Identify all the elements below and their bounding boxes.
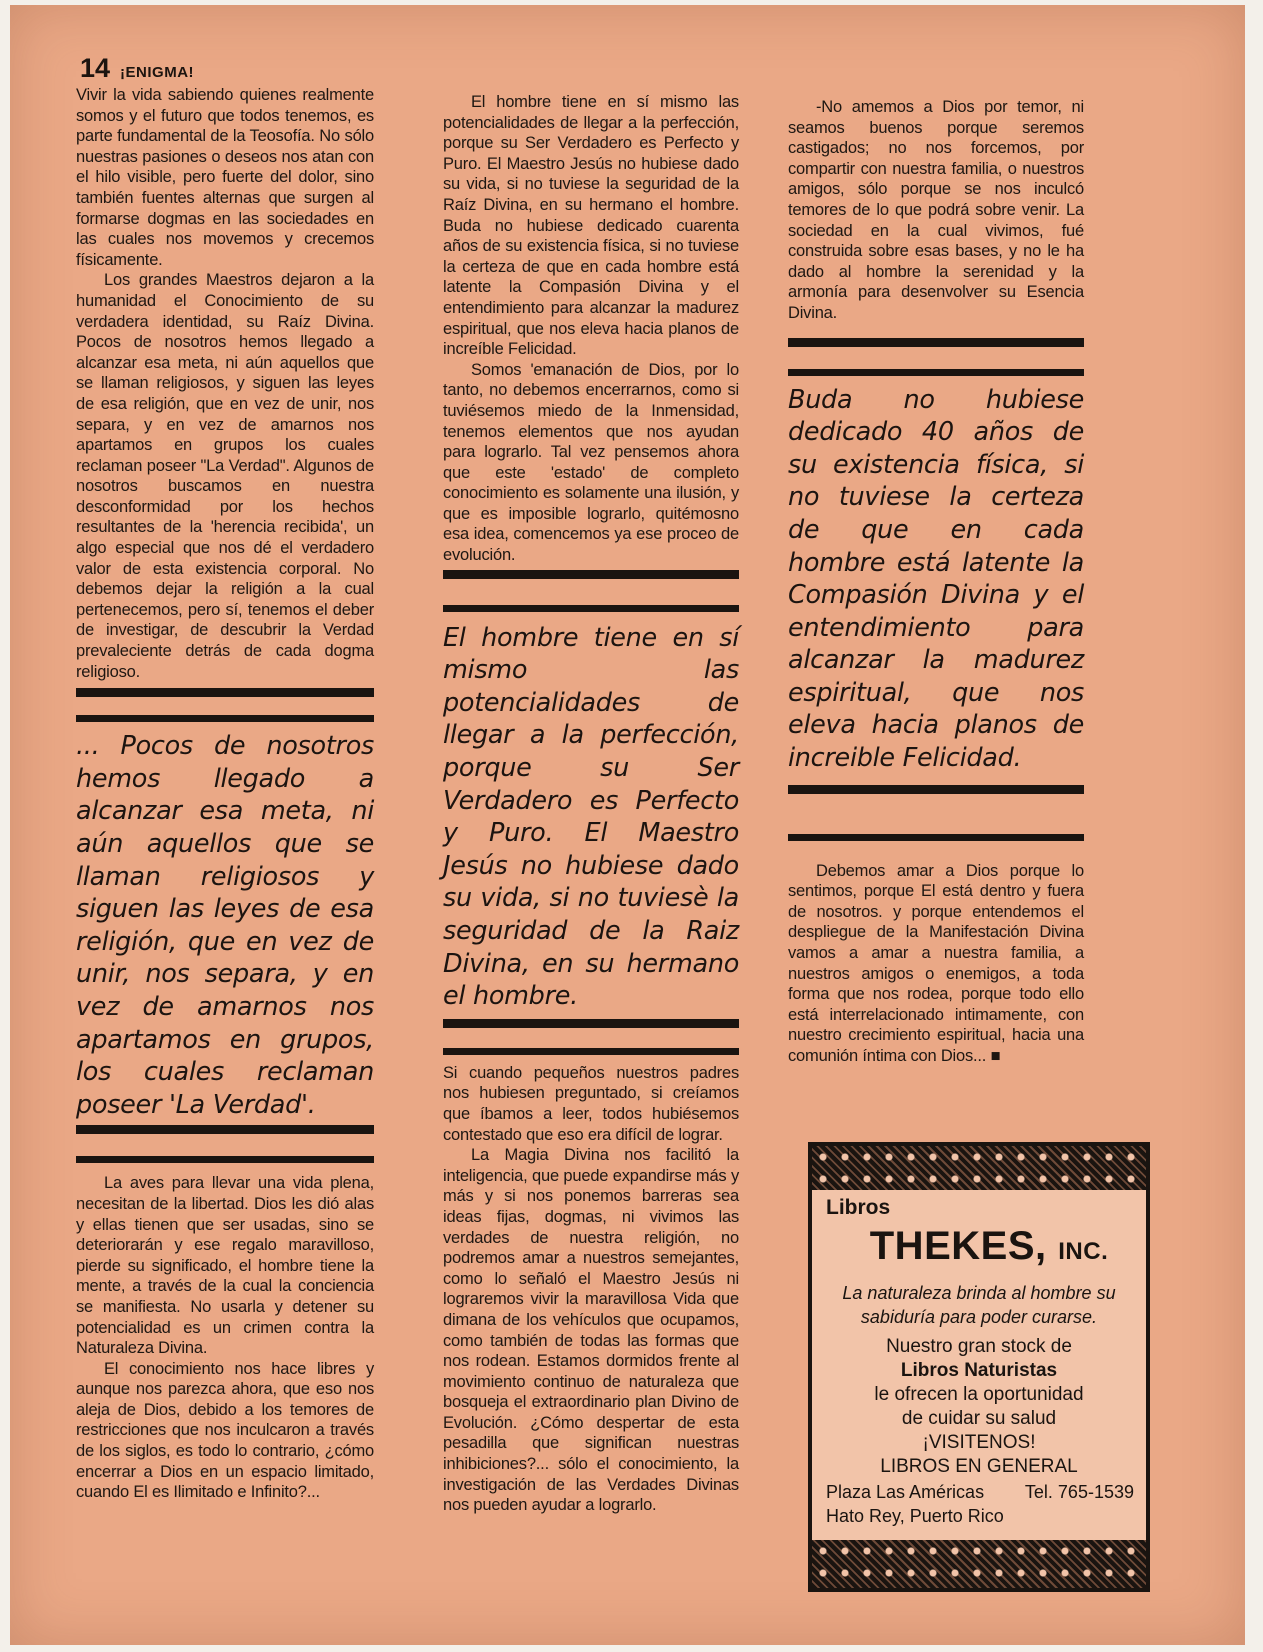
address-line-1: Plaza Las Américas [826, 1482, 985, 1502]
ad-line: le ofrecen la oportunidad [874, 1384, 1084, 1405]
page-number: 14 [80, 53, 111, 83]
ad-company-name [832, 1224, 1146, 1269]
divider-rule [788, 834, 1084, 841]
ad-line: de cuidar su salud [901, 1408, 1057, 1429]
column-2-body [443, 92, 739, 566]
column-1-body [76, 85, 374, 682]
column-1 [76, 85, 374, 1503]
column-1-body-2 [76, 1173, 374, 1503]
paragraph: Los grandes Maestros dejaron a la humanidad el Conocimiento de su verdadera identidad, su Raíz Divina. Pocos de nosotros hemos llegado a alcanzar esa meta, ni aún aquellos que se llaman religiosos, y siguen las leyes de esa religión, que en vez de unir, nos separa, y en vez de amarnos nos apartamos en grupos los cuales reclaman poseer "La Verdad". Algunos de nosotros buscamos en nuestra desconformidad por los hechos resultantes de la 'herencia recibida', un algo especial que nos dé el verdadero valor de esta existencia corporal. No debemos dejar la religión a la cual pertenecemos, pero sí, tenemos el deber de investigar, de descubrir la Verdad prevaleciente detrás de cada dogma religioso. [76, 271, 374, 681]
column-3-body [788, 97, 1084, 324]
ad-line: Nuestro gran stock de [886, 1336, 1072, 1357]
column-2-body-2 [443, 1063, 739, 1516]
ad-tagline: La naturaleza brinda al hombre su sabiduría para poder curarse. [842, 1283, 1116, 1327]
pull-quote: Buda no hubiese dedicado 40 años de su existencia física, si no tuviese la certeza de que en cada hombre está latente la Compasión Divina y el entendimiento para alcanzar la madurez espiritual, que nos eleva hacia planos de increible Felicidad. [788, 384, 1084, 774]
divider-rule [76, 1125, 374, 1134]
paragraph: Si cuando pequeños nuestros padres nos hubiesen preguntado, si creíamos que íbamos a leer, todos hubiésemos contestado que eso era difícil de lograr. [443, 1063, 739, 1144]
magazine-title: ¡ENIGMA! [120, 64, 195, 81]
paragraph: La aves para llevar una vida plena, necesitan de la libertad. Dios les dió alas y ellas tienen que ser usadas, sino se deteriorarán y ese regalo maravilloso, pierde su significado, el hombre tiene la mente, a través de la cual la conciencia se manifiesta. No usarla y detener su potencialidad es un crimen contra la Naturaleza Divina. [76, 1174, 374, 1358]
magazine-page [10, 5, 1245, 1645]
column-3-body-2 [788, 861, 1084, 1067]
decorative-border-top [812, 1146, 1146, 1190]
pull-quote: El hombre tiene en sí mismo las potencialidades de llegar a la perfección, porque su Ser Verdadero es Perfecto y Puro. El Maestro Jesús no hubiese dado su vida, si no tuviesè la seguridad de la Raiz Divina, en su hermano el hombre. [443, 622, 739, 1012]
thekes-advertisement [808, 1142, 1150, 1592]
paragraph: Vivir la vida sabiendo quienes realmente somos y el futuro que todos tenemos, es parte fundamental de la Teosofía. No sólo nuestras pasiones o deseos nos atan con el hilo visible, pero fuerte del dolor, sino también fuentes alternas que surgen al formarse dogmas en las sociedades en las cuales nos movemos y crecemos físicamente. [76, 86, 374, 269]
page-header [80, 53, 194, 84]
divider-rule [443, 570, 739, 579]
divider-rule [443, 1048, 739, 1055]
divider-rule [788, 785, 1084, 794]
divider-rule [788, 338, 1084, 347]
ad-address-2: Hato Rey, Puerto Rico [826, 1506, 1004, 1526]
pull-quote: ... Pocos de nosotros hemos llegado a alcanzar esa meta, ni aún aquellos que se llaman religiosos y siguen las leyes de esa religión, que en vez de unir, nos separa, y en vez de amarnos nos apartamos en grupos, los cuales reclaman poseer 'La Verdad'. [76, 731, 374, 1120]
ad-line: LIBROS EN GENERAL [880, 1456, 1078, 1477]
column-2 [443, 92, 739, 1516]
company-name: THEKES, [869, 1224, 1047, 1268]
paragraph: Somos 'emanación de Dios, por lo tanto, no debemos encerrarnos, como si tuviésemos miedo de la Inmensidad, tenemos elementos que nos ayudan para lograrlo. Tal vez pensemos ahora que este 'estado' de completo conocimiento es solamente una ilusión, y que es imposible lograrlo, quitémosno esa idea, comencemos ya ese proceo de evolución. [443, 360, 739, 565]
paragraph: La Magia Divina nos facilitó la inteligencia, que puede expandirse más y más y si nos ponemos barreras sea ideas fijas, dogmas, ni vivimos las verdades de nuestra religión, no podremos amar a nuestros semejantes, como lo señaló el Maestro Jesús ni lograremos vivir la maravillosa Vida que dimana de los vehículos que ocupamos, como también de todas las formas que nos rodean. Estamos dormidos frente al movimiento continuo de naturaleza que bosqueja el extraordinario plan Divino de Evolución. ¿Cómo despertar de esta pesadilla que significan nuestras inhibiciones?... sólo el conocimiento, la investigación de las Verdades Divinas nos pueden ayudar a lograrlo. [443, 1146, 739, 1515]
divider-rule [76, 1156, 374, 1163]
company-suffix: INC. [1058, 1238, 1109, 1265]
decorative-border-bottom [812, 1540, 1146, 1588]
divider-rule [443, 605, 739, 612]
divider-rule [76, 715, 374, 722]
paragraph: Debemos amar a Dios porque lo sentimos, porque El está dentro y fuera de nosotros. y porque entendemos el despliegue de la Manifestación Divina vamos a amar a nuestra familia, a nuestros amigos o enemigos, a toda forma que nos rodea, porque todo ello está interrelacionado intimamente, con nuestro crecimiento espiritual, hacia una comunión íntima con Dios... ■ [788, 861, 1084, 1065]
divider-rule [76, 688, 374, 697]
divider-rule [443, 1019, 739, 1028]
divider-rule [788, 369, 1084, 376]
paragraph: El conocimiento nos hace libres y aunque nos parezca ahora, que eso nos aleja de Dios, debido a los temores de restricciones que nos inculcaron a través de los siglos, es todo lo contrario, ¿cómo encerrar a Dios en un espacio limitado, cuando El es Ilimitado e Infinito?... [76, 1359, 374, 1502]
paragraph: -No amemos a Dios por temor, ni seamos buenos porque seremos castigados; no nos forcemos, por compartir con nuestra familia, o nuestros amigos, sólo porque se nos inculcó temores de lo que podrá sobre venir. La sociedad en la cual vivimos, fué construida sobre esas bases, y no le ha dado al hombre la serenidad y la armonía para desenvolver su Esencia Divina. [788, 98, 1084, 322]
phone-number: Tel. 765-1539 [1024, 1482, 1134, 1502]
column-3 [788, 97, 1084, 1067]
ad-brand: Libros [826, 1196, 891, 1219]
paragraph: El hombre tiene en sí mismo las potencialidades de llegar a la perfección, porque su Ser Verdadero es Perfecto y Puro. El Maestro Jesús no hubiese dado su vida, si no tuviese la seguridad de la Raíz Divina, en su hermano el hombre. Buda no hubiese dedicado cuarenta años de su existencia física, si no tuviese la certeza de que en cada hombre está latente la Compasión Divina y el entendimiento para alcanzar la madurez espiritual, que nos eleva hacia planos de increíble Felicidad. [443, 93, 739, 359]
ad-address [826, 1481, 1146, 1503]
ad-line: ¡VISITENOS! [922, 1432, 1036, 1453]
ad-line: Libros Naturistas [900, 1360, 1058, 1381]
